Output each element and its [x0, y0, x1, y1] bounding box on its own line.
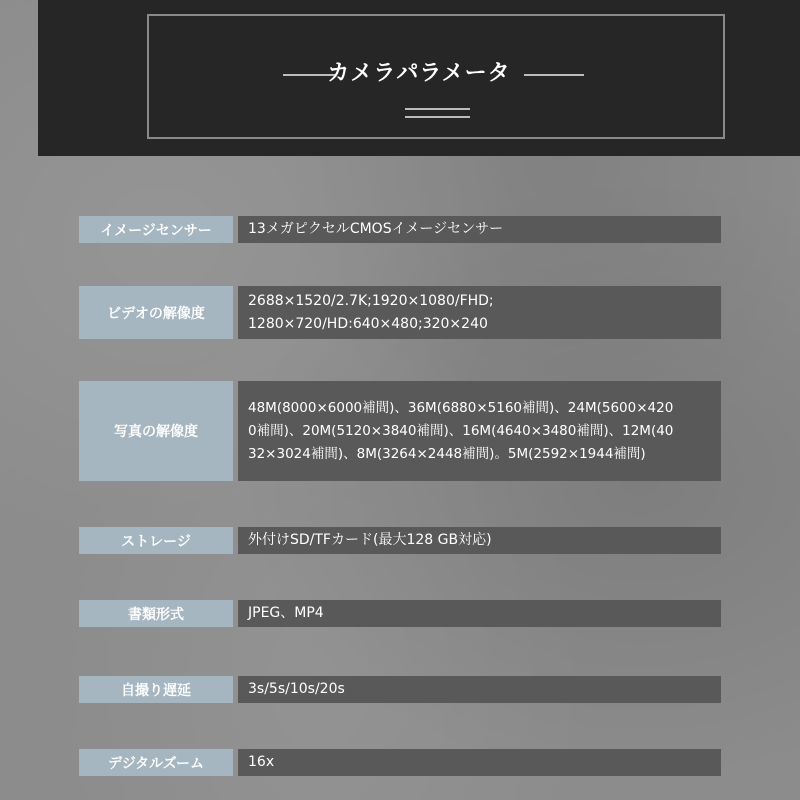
header-banner — [38, 0, 800, 156]
spec-value-file-format: JPEG、MP4 — [238, 600, 721, 627]
spec-value-image-sensor: 13メガピクセルCMOSイメージセンサー — [238, 216, 721, 243]
page-title: カメラパラメータ — [327, 61, 511, 86]
title-underline-1 — [405, 108, 470, 110]
spec-value-video-resolution: 2688×1520/2.7K;1920×1080/FHD; 1280×720/HD:640×480;320×240 — [238, 286, 721, 339]
spec-value-photo-resolution: 48M(8000×6000補間)、36M(6880×5160補間)、24M(5600×420 0補間)、20M(5120×3840補間)、16M(4640×3480補間)、12M(40 32×3024補間)、8M(3264×2448補間)。5M(2592×1944補間) — [238, 381, 721, 481]
spec-label-file-format: 書類形式 — [79, 600, 233, 627]
spec-value-self-timer: 3s/5s/10s/20s — [238, 676, 721, 703]
spec-label-self-timer: 自撮り遅延 — [79, 676, 233, 703]
spec-label-digital-zoom: デジタルズーム — [79, 749, 233, 776]
spec-label-photo-resolution: 写真の解像度 — [79, 381, 233, 481]
spec-label-storage: ストレージ — [79, 527, 233, 554]
spec-value-storage: 外付けSD/TFカード(最大128 GB対応) — [238, 527, 721, 554]
spec-label-image-sensor: イメージセンサー — [79, 216, 233, 243]
spec-value-digital-zoom: 16x — [238, 749, 721, 776]
title-underline-2 — [405, 116, 470, 118]
spec-label-video-resolution: ビデオの解像度 — [79, 286, 233, 339]
